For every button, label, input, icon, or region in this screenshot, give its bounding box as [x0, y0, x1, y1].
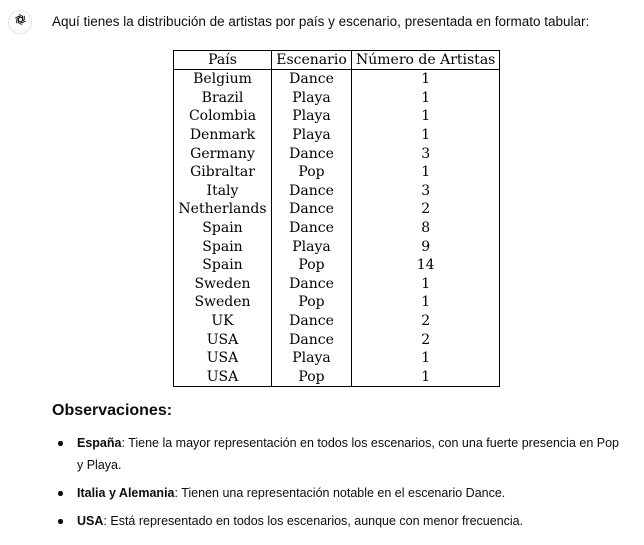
cell-country: Colombia: [174, 107, 272, 126]
table-row: [174, 70, 500, 89]
cell-country: UK: [174, 312, 272, 331]
observation-text: : Tiene la mayor representación en todos los escenarios, con una fuerte presencia en Pop y Playa.: [77, 436, 619, 472]
cell-country: Spain: [174, 237, 272, 256]
cell-country: Netherlands: [174, 200, 272, 219]
table-row: [174, 182, 500, 201]
observation-subject: Italia y Alemania: [77, 486, 175, 500]
cell-artist-count: 1: [352, 349, 500, 368]
cell-artist-count: 9: [352, 237, 500, 256]
table-header-row: [174, 51, 500, 70]
cell-stage: Dance: [272, 70, 352, 89]
header-country: País: [174, 51, 272, 70]
table-row: [174, 237, 500, 256]
cell-artist-count: 2: [352, 312, 500, 331]
observations-heading: Observaciones:: [52, 402, 173, 419]
cell-country: Sweden: [174, 275, 272, 294]
table-row: [174, 293, 500, 312]
cell-artist-count: 1: [352, 293, 500, 312]
table-row: [174, 219, 500, 238]
table-row: [174, 163, 500, 182]
cell-stage: Dance: [272, 330, 352, 349]
cell-artist-count: 14: [352, 256, 500, 275]
cell-stage: Playa: [272, 107, 352, 126]
cell-artist-count: 2: [352, 200, 500, 219]
cell-stage: Dance: [272, 182, 352, 201]
cell-stage: Pop: [272, 368, 352, 387]
observation-text: : Tienen una representación notable en el escenario Dance.: [174, 486, 506, 500]
cell-artist-count: 1: [352, 70, 500, 89]
observation-text: : Está representado en todos los escenarios, aunque con menor frecuencia.: [103, 514, 524, 528]
table-row: [174, 126, 500, 145]
cell-stage: Dance: [272, 200, 352, 219]
cell-artist-count: 3: [352, 182, 500, 201]
cell-artist-count: 1: [352, 89, 500, 108]
artist-distribution-table-container: [173, 50, 500, 387]
observation-item: [52, 510, 622, 532]
cell-country: Denmark: [174, 126, 272, 145]
table-row: [174, 275, 500, 294]
table-row: [174, 312, 500, 331]
table-row: [174, 107, 500, 126]
table-row: [174, 89, 500, 108]
cell-stage: Dance: [272, 312, 352, 331]
cell-artist-count: 1: [352, 107, 500, 126]
assistant-avatar: [8, 10, 32, 34]
cell-stage: Pop: [272, 163, 352, 182]
table-body: [174, 70, 500, 387]
cell-artist-count: 1: [352, 368, 500, 387]
observation-item: [52, 482, 622, 504]
table-row: [174, 330, 500, 349]
cell-country: Italy: [174, 182, 272, 201]
cell-stage: Dance: [272, 219, 352, 238]
table-row: [174, 368, 500, 387]
cell-artist-count: 2: [352, 330, 500, 349]
cell-artist-count: 8: [352, 219, 500, 238]
observation-item: [52, 432, 622, 476]
table-row: [174, 144, 500, 163]
cell-stage: Pop: [272, 256, 352, 275]
cell-stage: Pop: [272, 293, 352, 312]
table-row: [174, 349, 500, 368]
cell-stage: Playa: [272, 126, 352, 145]
cell-country: USA: [174, 330, 272, 349]
cell-stage: Playa: [272, 89, 352, 108]
cell-country: Germany: [174, 144, 272, 163]
artist-distribution-table: [173, 50, 500, 387]
cell-country: Sweden: [174, 293, 272, 312]
cell-artist-count: 3: [352, 144, 500, 163]
openai-logo-icon: [13, 12, 28, 32]
cell-artist-count: 1: [352, 126, 500, 145]
observation-subject: USA: [77, 514, 104, 528]
observation-subject: España: [77, 436, 122, 450]
message-intro-text: Aquí tienes la distribución de artistas por país y escenario, presentada en formato tabular:: [52, 14, 590, 29]
table-row: [174, 256, 500, 275]
cell-artist-count: 1: [352, 275, 500, 294]
cell-stage: Playa: [272, 349, 352, 368]
cell-country: Spain: [174, 256, 272, 275]
cell-stage: Dance: [272, 275, 352, 294]
cell-country: USA: [174, 368, 272, 387]
cell-country: Gibraltar: [174, 163, 272, 182]
cell-country: USA: [174, 349, 272, 368]
header-artist-count: Número de Artistas: [352, 51, 500, 70]
cell-stage: Playa: [272, 237, 352, 256]
cell-country: Belgium: [174, 70, 272, 89]
cell-stage: Dance: [272, 144, 352, 163]
observations-list: [52, 432, 622, 538]
table-row: [174, 200, 500, 219]
cell-country: Spain: [174, 219, 272, 238]
cell-artist-count: 1: [352, 163, 500, 182]
cell-country: Brazil: [174, 89, 272, 108]
header-stage: Escenario: [272, 51, 352, 70]
